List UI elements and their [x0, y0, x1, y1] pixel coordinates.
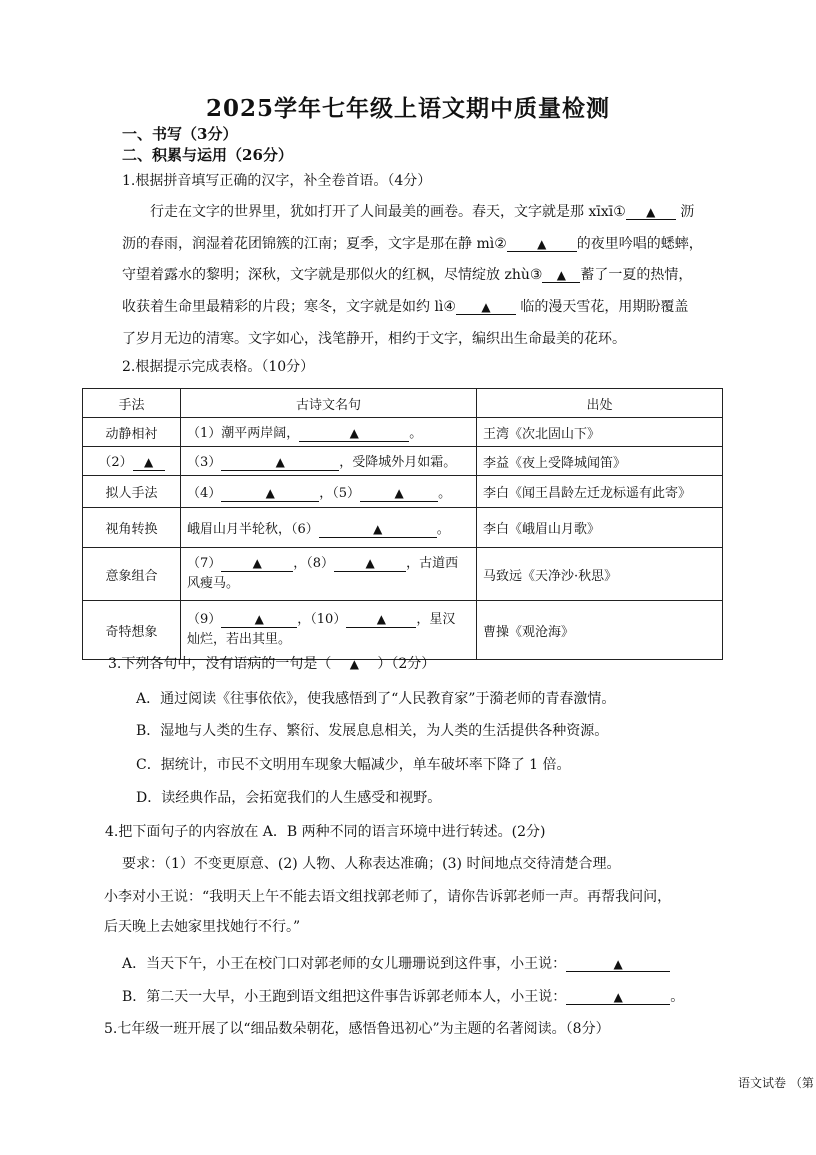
poem-text: 灿烂，若出其里。	[187, 632, 292, 647]
table-row	[83, 508, 723, 548]
source-cell: 李益《夜上受降城闻笛》	[477, 447, 723, 476]
q3-option-b[interactable]: B．湿地与人类的生存、繁衍、发展息息相关，为人类的生活提供各种资源。	[136, 723, 609, 739]
q3-option-c[interactable]: C．据统计，市民不文明用车现象大幅减少，单车破坏率下降了 1 倍。	[136, 757, 571, 773]
answer-blank[interactable]	[319, 522, 437, 538]
technique-cell: 动静相衬	[83, 418, 181, 447]
poem-cell	[181, 508, 477, 548]
page-footer: 语文试卷 （第	[738, 1076, 814, 1090]
q4-part-a	[122, 955, 670, 973]
answer-blank[interactable]	[507, 237, 577, 252]
source-cell: 李白《峨眉山月歌》	[477, 508, 723, 548]
q3-option-d[interactable]: D．读经典作品，会拓宽我们的人生感受和视野。	[136, 790, 442, 806]
answer-blank[interactable]	[221, 612, 297, 628]
poem-text: （4）	[187, 485, 222, 501]
triangle-marker-icon: ▲	[144, 455, 154, 469]
triangle-marker-icon: ▲	[275, 455, 285, 469]
q1-passage-line-3	[122, 265, 722, 285]
triangle-marker-icon: ▲	[265, 485, 275, 500]
answer-blank[interactable]	[542, 268, 580, 283]
technique-cell: 拟人手法	[83, 476, 181, 508]
poem-text: ，古道西	[406, 556, 459, 571]
q4-quote-line-2: 后天晚上去她家里找她行不行。”	[104, 919, 301, 935]
q4-part-a-text: A．当天下午，小王在校门口对郭老师的女儿珊珊说到这件事，小王说：	[122, 956, 567, 972]
section-heading-writing: 一、书写（3分）	[122, 125, 238, 143]
q4-quote-line-1: 小李对小王说：“我明天上午不能去语文组找郭老师了，请你告诉郭老师一声。再帮我问问，	[104, 889, 672, 905]
poem-text: 。	[436, 521, 450, 537]
table-row	[83, 476, 723, 508]
q1-text: 行走在文字的世界里，犹如打开了人间最美的画卷。春天，文字就是那 xīxī①	[150, 204, 626, 220]
triangle-marker-icon: ▲	[537, 237, 547, 251]
poem-cell	[181, 548, 477, 601]
triangle-marker-icon: ▲	[349, 426, 359, 440]
q1-text: 沥	[675, 204, 695, 220]
question-5-prompt: 5.七年级一班开展了以“细品数朵朝花，感悟鲁迅初心”为主题的名著阅读。（8分）	[104, 1021, 610, 1037]
header-poem-line: 古诗文名句	[181, 389, 477, 418]
poem-cell	[181, 447, 477, 476]
q4-part-b-end: 。	[670, 989, 685, 1005]
source-cell: 王湾《次北固山下》	[477, 418, 723, 447]
table-header-row	[83, 389, 723, 418]
question-4-prompt: 4.把下面句子的内容放在 A．B 两种不同的语言环境中进行转述。(2分)	[105, 824, 546, 840]
table-row	[83, 418, 723, 447]
header-source: 出处	[477, 389, 723, 418]
question-1-prompt: 1.根据拼音填写正确的汉字，补全卷首语。（4分）	[122, 173, 432, 189]
section-heading-accumulation: 二、积累与运用（26分）	[122, 146, 293, 164]
poem-text: ，受降城外月如霜。	[339, 455, 457, 470]
answer-blank[interactable]	[221, 556, 293, 572]
triangle-marker-icon: ▲	[365, 556, 375, 570]
answer-blank[interactable]	[346, 612, 416, 628]
q3-option-a[interactable]: A．通过阅读《往事依依》，使我感悟到了“人民教育家”于漪老师的青春激情。	[136, 691, 616, 707]
triangle-marker-icon: ▲	[613, 990, 623, 1004]
answer-blank[interactable]	[299, 426, 409, 442]
triangle-marker-icon: ▲	[481, 300, 491, 314]
answer-blank[interactable]	[566, 957, 670, 972]
triangle-marker-icon: ▲	[646, 205, 656, 219]
q1-passage-line-5: 了岁月无边的清寒。文字如心，浅笔静开，相约于文字，编织出生命最美的花环。	[122, 331, 626, 347]
table-row	[83, 601, 723, 660]
poem-cell	[181, 601, 477, 660]
source-cell: 曹操《观沧海》	[477, 601, 723, 660]
technique-text: （2）	[98, 455, 133, 470]
answer-blank[interactable]	[221, 455, 339, 471]
q1-text: 收获着生命里最精彩的片段；寒冬，文字就是如约 lì④	[122, 299, 456, 315]
q3-prompt-text: ）（2分）	[377, 656, 436, 672]
triangle-marker-icon: ▲	[376, 612, 386, 626]
question-2-prompt: 2.根据提示完成表格。（10分）	[122, 359, 315, 375]
answer-blank[interactable]	[133, 455, 165, 471]
poem-text: 峨眉山月半轮秋，（6）	[187, 521, 319, 537]
triangle-marker-icon[interactable]: ▲	[349, 657, 359, 671]
poetry-table	[82, 388, 723, 660]
q1-passage-line-4	[122, 297, 722, 317]
triangle-marker-icon: ▲	[556, 268, 567, 282]
triangle-marker-icon: ▲	[252, 556, 262, 570]
poem-text: （3）	[187, 455, 222, 470]
q1-text: 守望着露水的黎明；深秋，文字就是那似火的红枫，尽情绽放 zhù③	[122, 267, 543, 283]
poem-text: （9）	[187, 612, 222, 627]
poem-text: 风瘦马。	[187, 576, 240, 591]
poem-text: ，星汉	[416, 612, 456, 627]
poem-text: ，（10）	[297, 612, 347, 627]
poem-text: 。	[409, 426, 423, 441]
header-technique: 手法	[83, 389, 181, 418]
answer-blank[interactable]	[626, 205, 676, 220]
poem-text: ，（8）	[293, 556, 335, 571]
answer-blank[interactable]	[221, 486, 319, 502]
poem-text: ，（5）	[319, 485, 361, 501]
triangle-marker-icon: ▲	[373, 521, 383, 536]
triangle-marker-icon: ▲	[613, 957, 623, 971]
poem-cell	[181, 418, 477, 447]
q1-passage-line-2	[122, 234, 722, 254]
poem-cell	[181, 476, 477, 508]
q1-text: 的夜里吟唱的蟋蟀，	[576, 236, 703, 252]
q1-text: 沥的春雨，润湿着花团锦簇的江南；夏季，文字是那在静 mì②	[122, 236, 507, 252]
q4-part-b-text: B．第二天一大早，小王跑到语文组把这件事告诉郭老师本人，小王说：	[122, 989, 567, 1005]
answer-blank[interactable]	[456, 300, 516, 315]
question-3-prompt	[108, 655, 435, 673]
q4-part-b	[122, 988, 684, 1006]
technique-cell	[83, 447, 181, 476]
q1-text: 临的漫天雪花，用期盼覆盖	[515, 299, 689, 315]
q1-passage-line-1	[150, 202, 750, 222]
poem-text: （1）潮平两岸阔，	[187, 426, 300, 441]
q3-prompt-text: 3.下列各句中，没有语病的一句是（	[108, 656, 332, 672]
source-cell: 马致远《天净沙·秋思》	[477, 548, 723, 601]
technique-cell: 奇特想象	[83, 601, 181, 660]
technique-cell: 视角转换	[83, 508, 181, 548]
q1-text: 蓄了一夏的热情，	[580, 267, 693, 283]
answer-blank[interactable]	[360, 486, 438, 502]
poem-text: （7）	[187, 556, 222, 571]
triangle-marker-icon: ▲	[394, 485, 404, 500]
q4-requirements: 要求：（1）不变更原意、(2) 人物、人称表达准确；(3) 时间地点交待清楚合理。	[122, 856, 621, 872]
triangle-marker-icon: ▲	[254, 612, 264, 626]
page-title: 2025学年七年级上语文期中质量检测	[205, 95, 610, 122]
table-row	[83, 548, 723, 601]
source-cell: 李白《闻王昌龄左迁龙标遥有此寄》	[477, 476, 723, 508]
answer-blank[interactable]	[334, 556, 406, 572]
answer-blank[interactable]	[566, 990, 670, 1005]
table-row	[83, 447, 723, 476]
technique-cell: 意象组合	[83, 548, 181, 601]
poem-text: 。	[438, 485, 452, 501]
